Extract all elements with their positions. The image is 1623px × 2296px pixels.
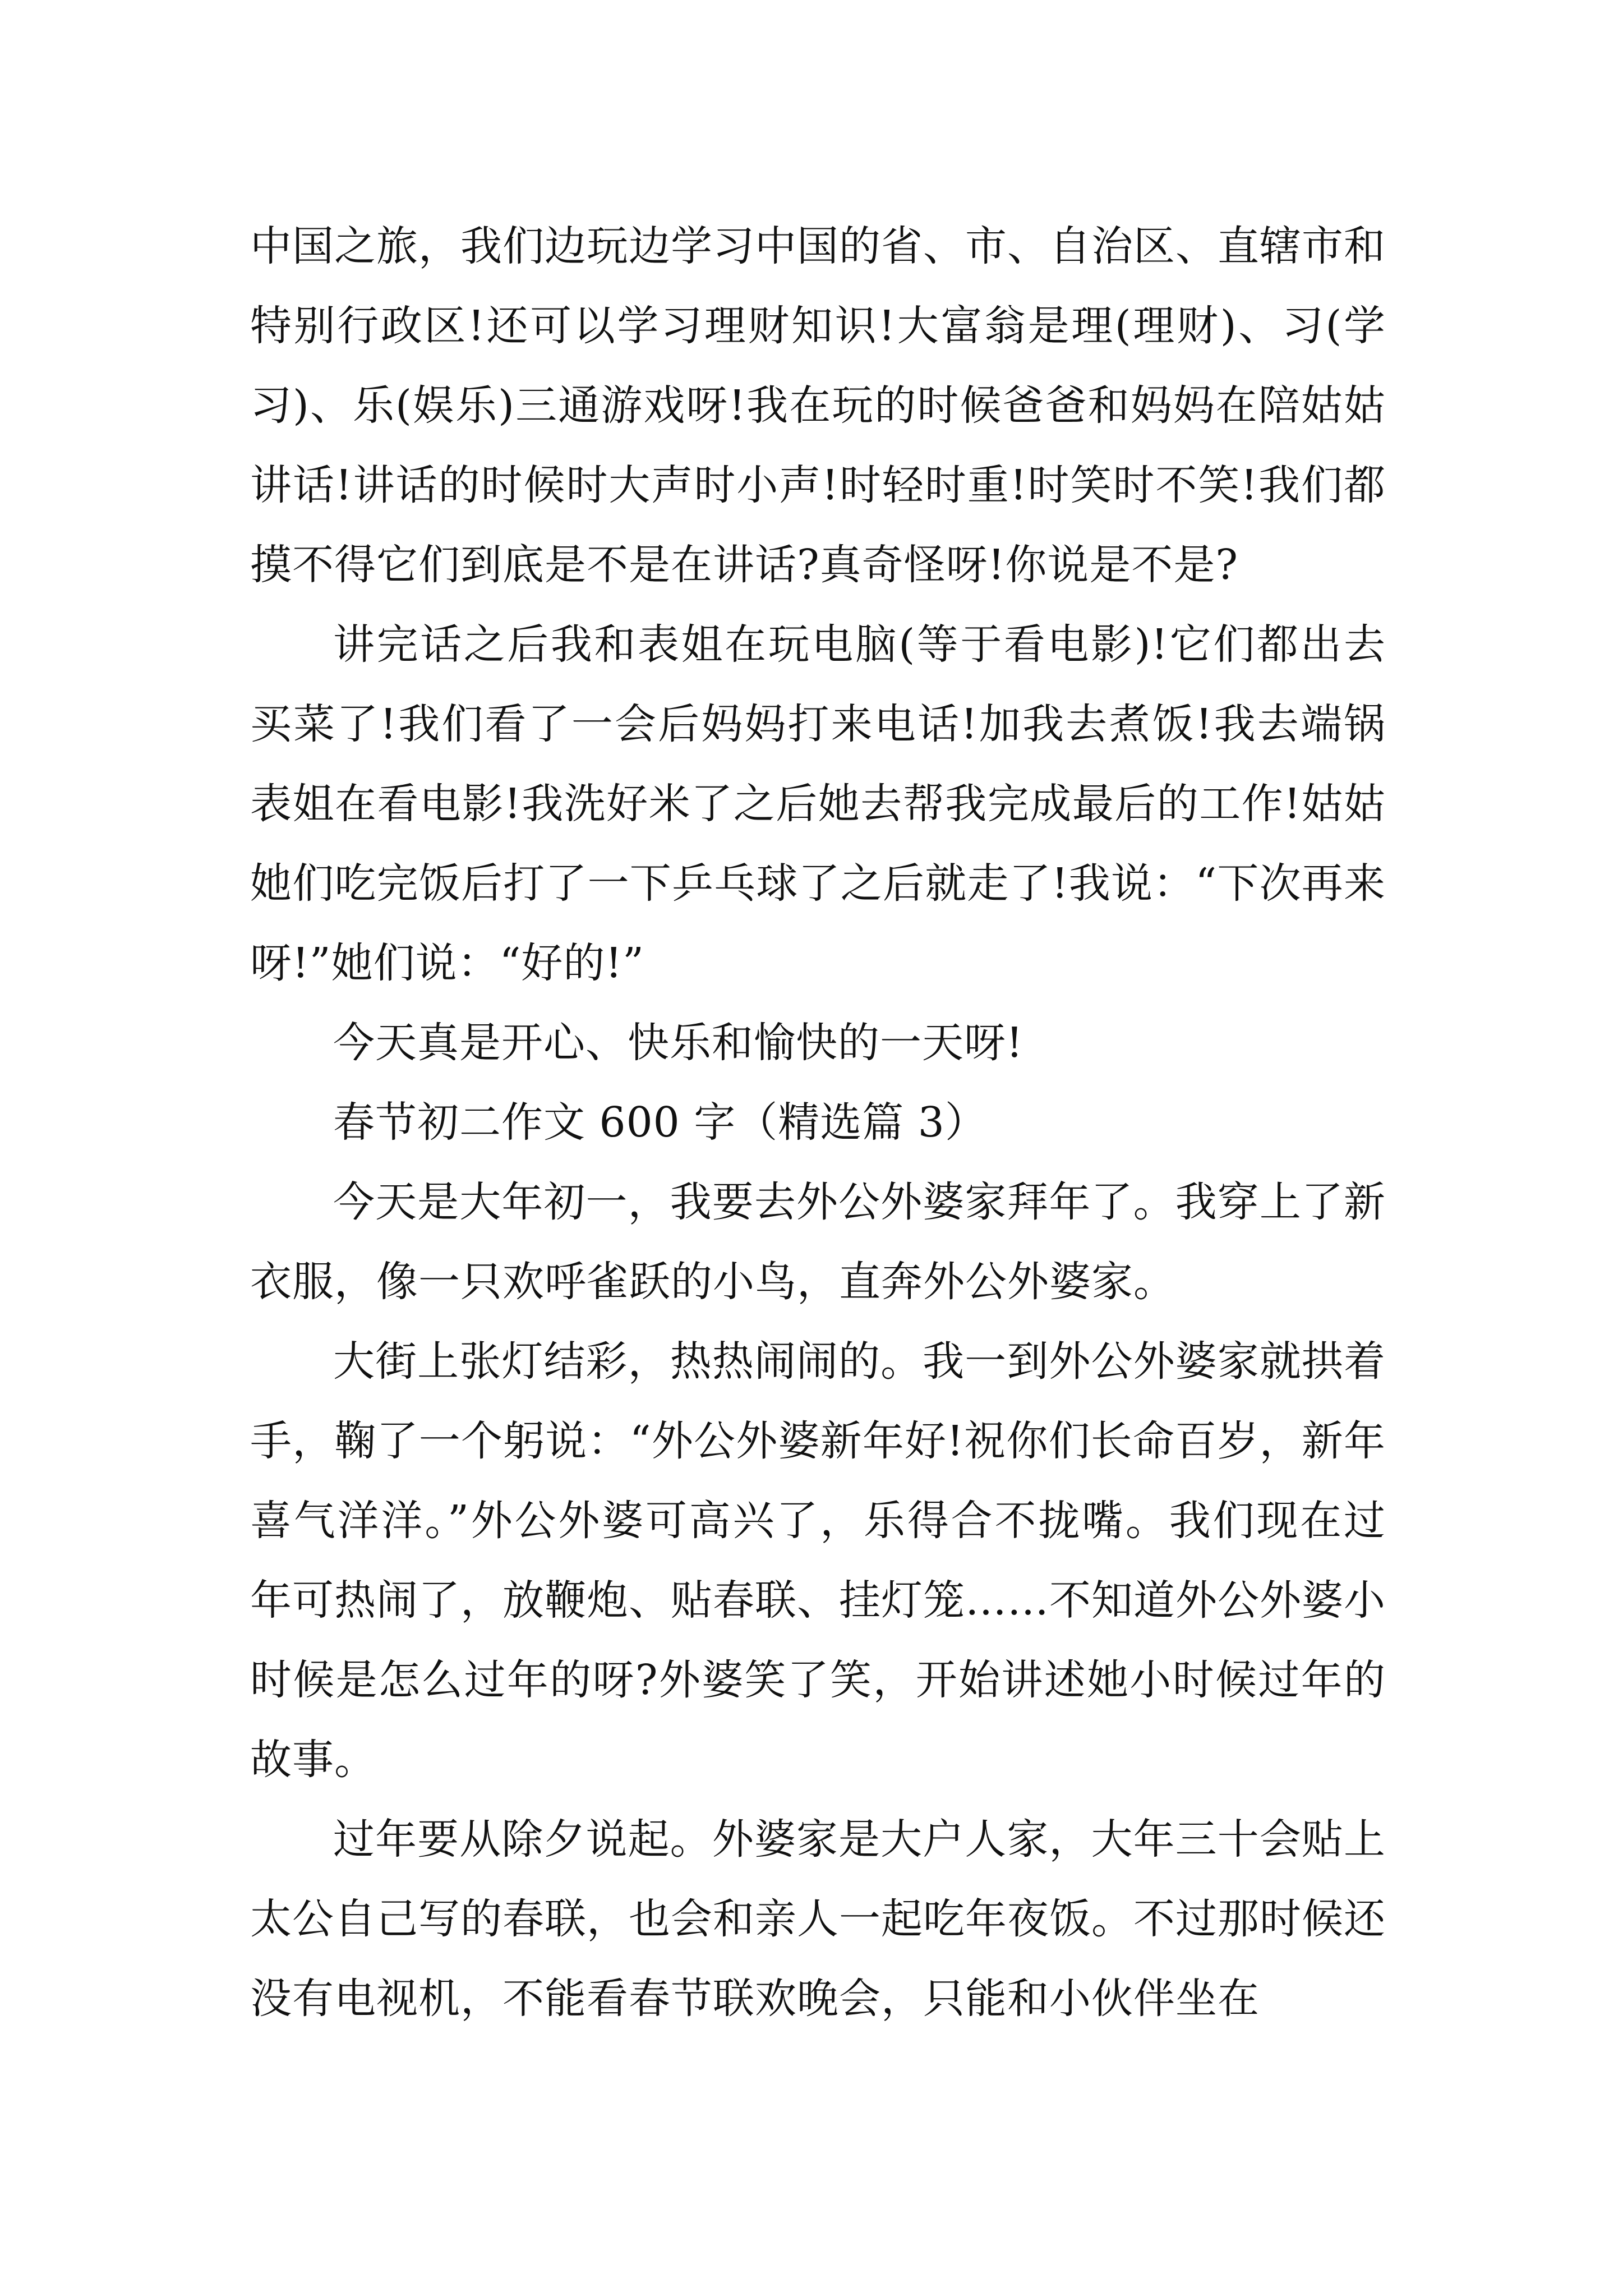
paragraph-3: 今天真是开心、快乐和愉快的一天呀! bbox=[333, 1019, 1023, 1067]
paragraph-4: 今天是大年初一，我要去外公外婆家拜年了。我穿上了新衣服，像一只欢呼雀跃的小鸟，直奔外公外婆家。 bbox=[250, 1178, 1386, 1306]
paragraph-6: 过年要从除夕说起。外婆家是大户人家，大年三十会贴上太公自己写的春联，也会和亲人一起吃年夜饭。不过那时候还没有电视机，不能看春节联欢晚会，只能和小伙伴坐在 bbox=[250, 1815, 1386, 2023]
document-body bbox=[250, 206, 1386, 2039]
paragraph-2: 讲完话之后我和表姐在玩电脑(等于看电影)!它们都出去买菜了!我们看了一会后妈妈打来电话!加我去煮饭!我去端锅表姐在看电影!我洗好米了之后她去帮我完成最后的工作!姑姑她们吃完饭后打了一下乒乓球了之后就走了!我说：“下次再来呀!”她们说：“好的!” bbox=[250, 620, 1386, 987]
paragraph-1: 中国之旅，我们边玩边学习中国的省、市、自治区、直辖市和特别行政区!还可以学习理财知识!大富翁是理(理财)、习(学习)、乐(娱乐)三通游戏呀!我在玩的时候爸爸和妈妈在陪姑姑讲话!讲话的时候时大声时小声!时轻时重!时笑时不笑!我们都摸不得它们到底是不是在讲话?真奇怪呀!你说是不是? bbox=[250, 222, 1386, 589]
section-heading: 春节初二作文 600 字（精选篇 3） bbox=[333, 1098, 987, 1147]
paragraph-5: 大街上张灯结彩，热热闹闹的。我一到外公外婆家就拱着手，鞠了一个躬说：“外公外婆新年好!祝你们长命百岁，新年喜气洋洋。”外公外婆可高兴了，乐得合不拢嘴。我们现在过年可热闹了，放鞭炮、贴春联、挂灯笼……不知道外公外婆小时候是怎么过年的呀?外婆笑了笑，开始讲述她小时候过年的故事。 bbox=[250, 1337, 1386, 1784]
